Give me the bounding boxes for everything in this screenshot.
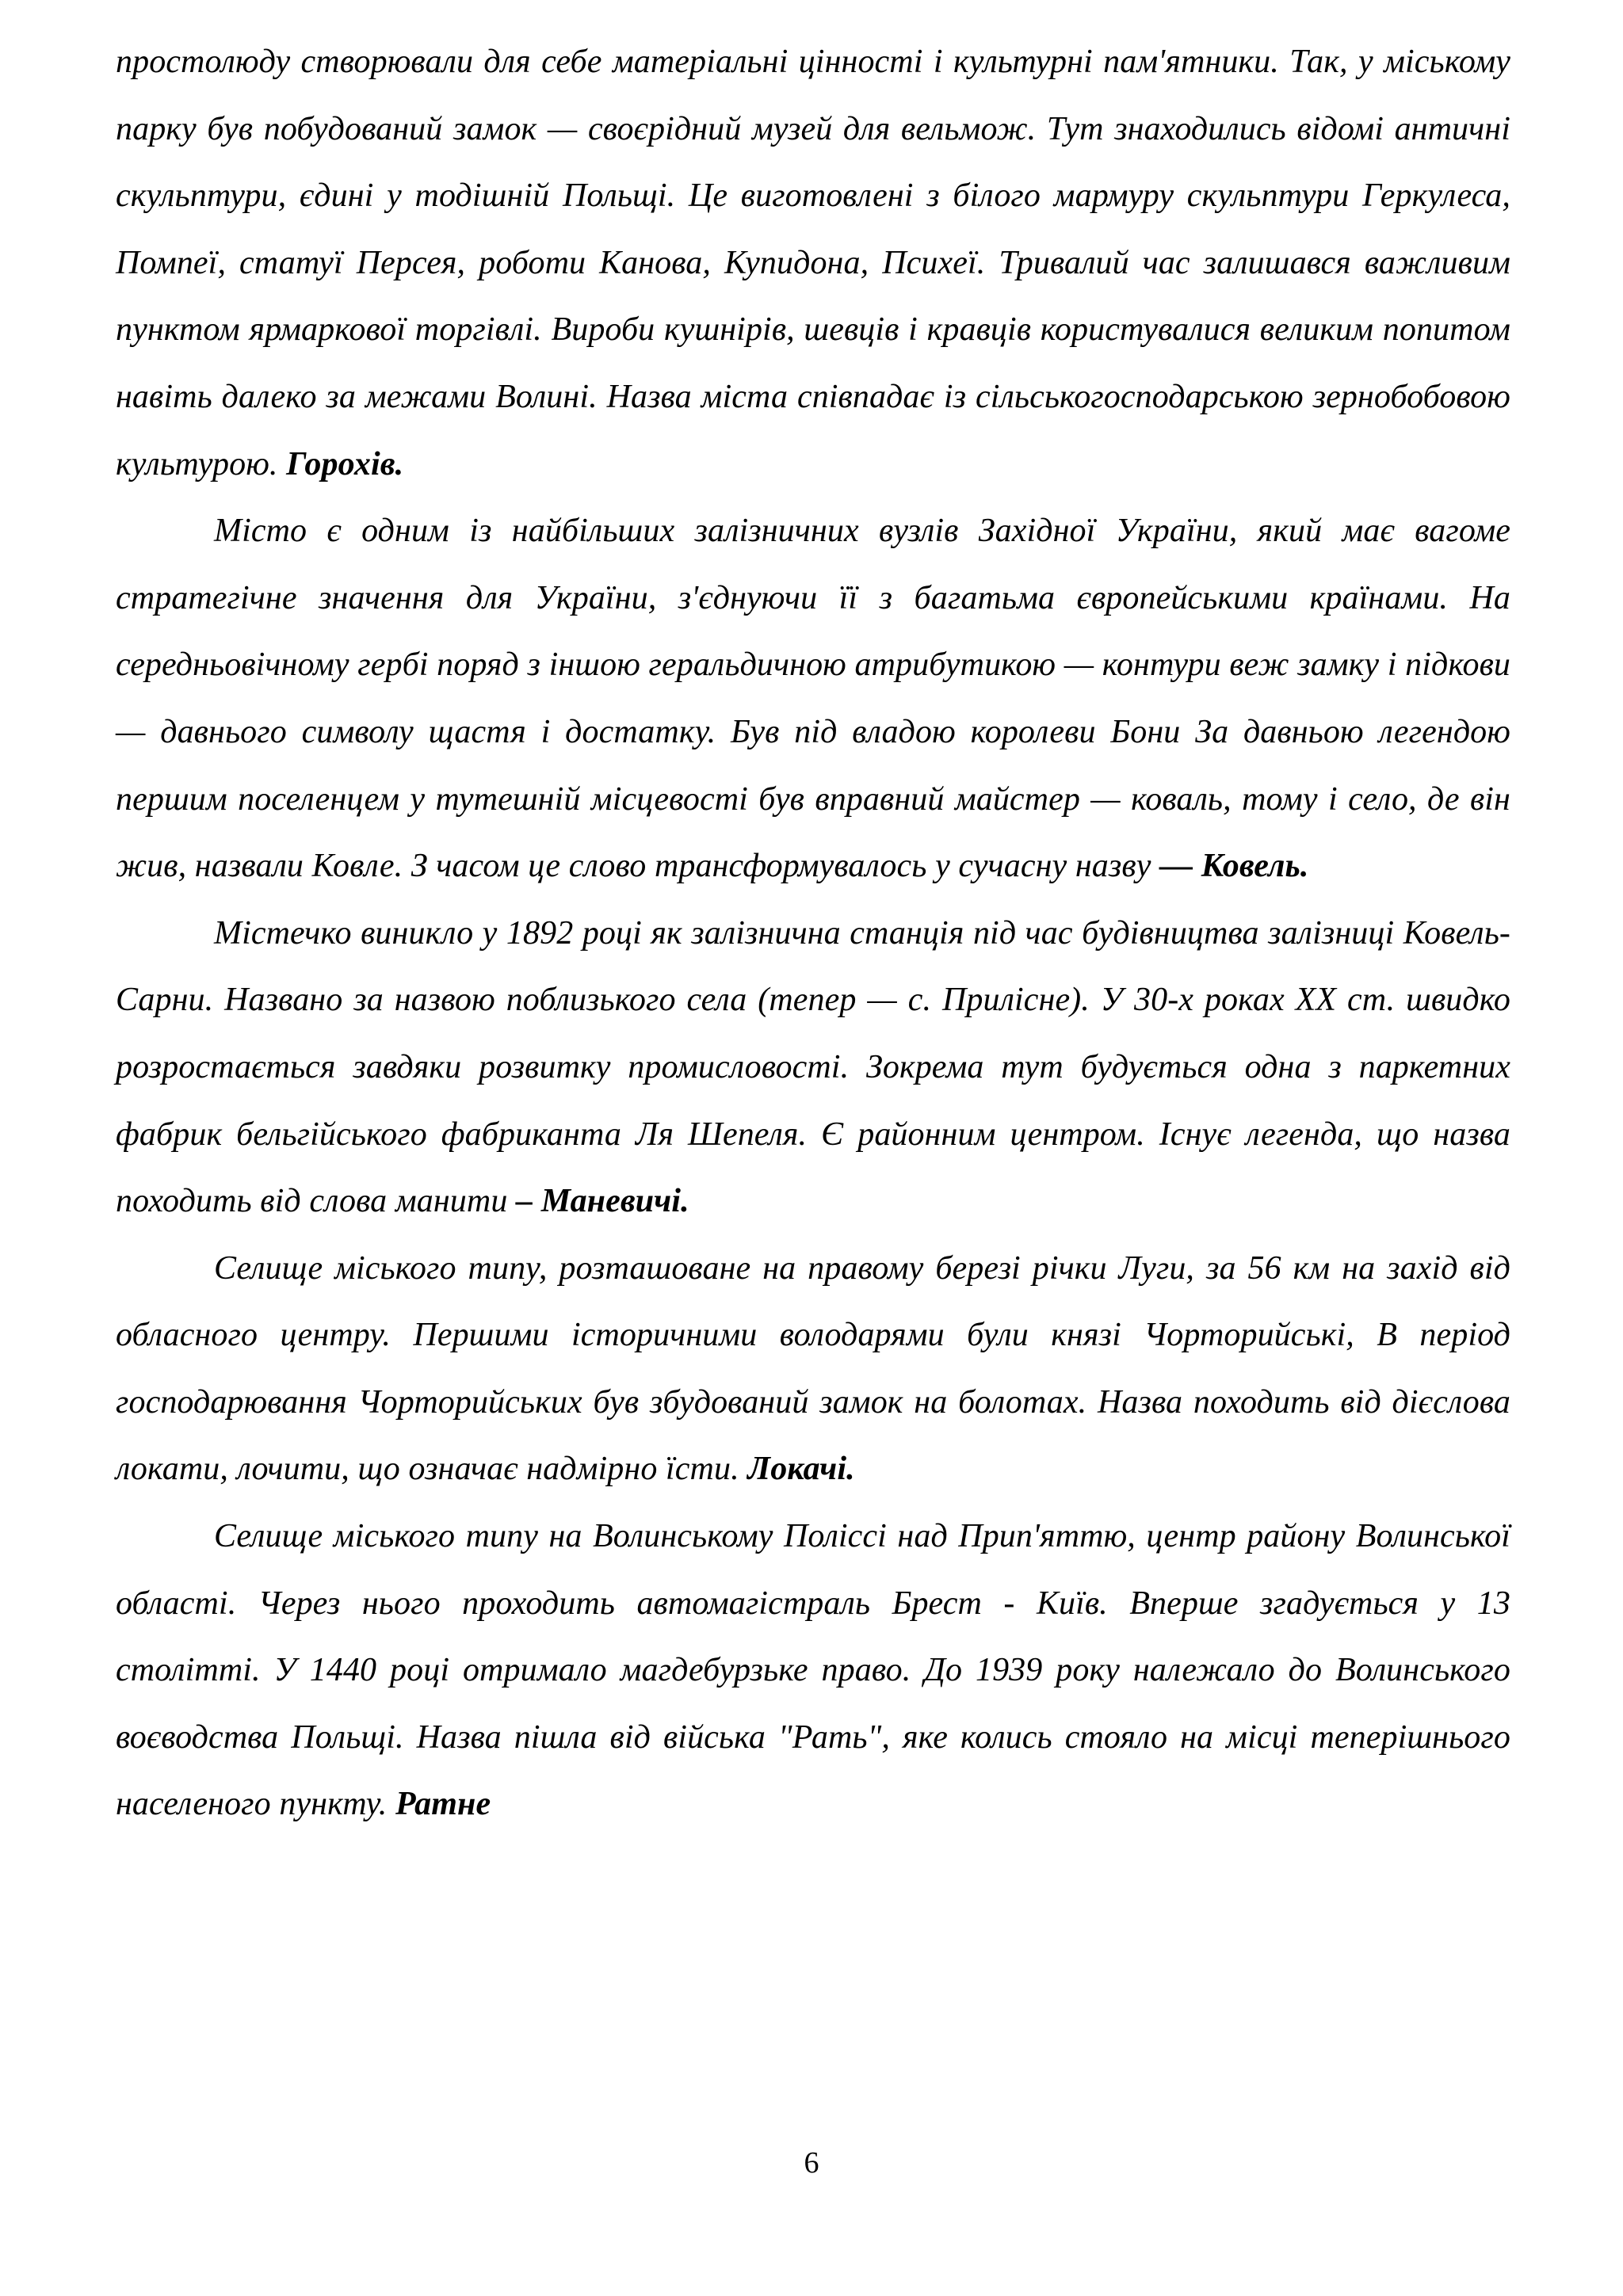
- paragraph-text: Містечко виникло у 1892 році як залізнична станція під час будівництва залізниці Ковель-Сарни. Названо за назвою поблизького села (тепер — с. Прилісне). У 30-х роках XX ст. швидко розростається завдяки розвитку промисловості. Зокрема тут будується одна з паркетних фабрик бельгійського фабриканта Ля Шепеля. Є районним центром. Існує легенда, що назва походить від слова манити: [116, 914, 1510, 1220]
- answer-manevychi: – Маневичі.: [516, 1183, 689, 1220]
- paragraph-text: Селище міського типу на Волинському Поліссі над Прип'яттю, центр району Волинської області. Через нього проходить автомагістраль Брест - Київ. Вперше згадується у 13 столітті. У 1440 році отримало магдебурзьке право. До 1939 року належало до Волинського воєводства Польщі. Назва пішла від війська "Рать", яке колись стояло на місці теперішнього населеного пункту.: [116, 1518, 1510, 1823]
- page-number: 6: [804, 2146, 819, 2180]
- paragraph-text: Місто є одним із найбільших залізничних вузлів Західної України, який має вагоме стратегічне значення для України, з'єднуючи її з багатьма європейськими країнами. На середньовічному гербі поряд з іншою геральдичною атрибутикою — контури веж замку і підкови — давнього символу щастя і достатку. Був під владою королеви Бони За давньою легендою першим поселенцем у тутешній місцевості був вправний майстер — коваль, тому і село, де він жив, назвали Ковле. З часом це слово трансформувалось у сучасну назву: [116, 513, 1510, 885]
- answer-kovel: — Ковель.: [1159, 848, 1309, 885]
- answer-ratne: Ратне: [395, 1786, 491, 1823]
- answer-horokhiv: Горохів.: [286, 445, 404, 482]
- paragraph-ratne: [116, 1503, 1510, 1838]
- page-content: [116, 29, 1510, 1838]
- paragraph-text: Селище міського типу, розташоване на правому березі річки Луги, за 56 км на захід від обласного центру. Першими історичними володарями були князі Чорторийські, В період господарювання Чорторийських був збудований замок на болотах. Назва походить від дієслова локати, лочити, що означає надмірно їсти.: [116, 1249, 1510, 1488]
- paragraph-kovel: [116, 498, 1510, 900]
- paragraph-manevychi: [116, 900, 1510, 1235]
- paragraph-lokachi: [116, 1235, 1510, 1503]
- paragraph-text: простолюду створювали для себе матеріальні цінності і культурні пам'ятники. Так, у міському парку був побудований замок — своєрідний музей для вельмож. Тут знаходились відомі античні скульптури, єдині у тодішній Польщі. Це виготовлені з білого мармуру скульптури Геркулеса, Помпеї, статуї Персея, роботи Канова, Купидона, Психеї. Тривалий час залишався важливим пунктом ярмаркової торгівлі. Вироби кушнірів, шевців і кравців користувалися великим попитом навіть далеко за межами Волині. Назва міста співпадає із сільськогосподарською зернобобовою культурою.: [116, 44, 1510, 482]
- answer-lokachi: Локачі.: [747, 1451, 855, 1488]
- paragraph-horokhiv: [116, 29, 1510, 498]
